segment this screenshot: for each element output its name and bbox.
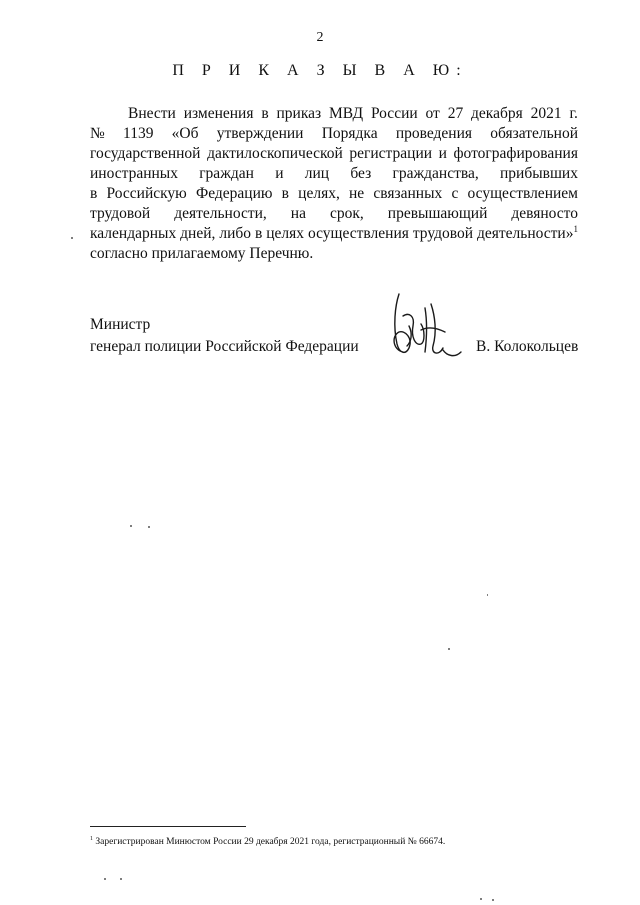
- body-line: [90, 224, 578, 244]
- scan-speck: [120, 878, 122, 880]
- body-word: государственной: [90, 145, 201, 162]
- body-word: деятельности,: [174, 205, 267, 222]
- signer-title: Министр: [90, 316, 151, 333]
- body-word: изменения: [183, 105, 254, 122]
- body-word: дней,: [180, 225, 216, 242]
- body-word: декабря: [471, 105, 523, 122]
- body-word: трудовой: [90, 205, 151, 222]
- body-word: иностранных: [90, 165, 178, 182]
- body-word: прибывших: [500, 165, 578, 182]
- body-word: в: [254, 225, 263, 242]
- body-word: превышающий: [387, 205, 488, 222]
- body-word: без: [350, 165, 372, 182]
- scan-speck: [130, 525, 132, 527]
- scan-speck: [104, 878, 106, 880]
- document-heading: П Р И К А З Ы В А Ю:: [172, 62, 468, 79]
- body-word: 27: [447, 105, 464, 122]
- body-word: 1139: [123, 125, 154, 142]
- body-line: [90, 104, 578, 124]
- body-word: девяносто: [511, 205, 578, 222]
- body-word: МВД: [328, 105, 364, 122]
- body-line: [90, 144, 578, 164]
- scan-speck: [148, 526, 150, 528]
- scan-speck: [492, 899, 494, 901]
- scan-speck: [448, 648, 450, 650]
- body-word: гражданства,: [392, 165, 479, 182]
- body-line: [90, 244, 578, 264]
- handwritten-signature: [385, 286, 465, 368]
- body-line: [90, 204, 578, 224]
- body-word: 2021: [530, 105, 562, 122]
- body-word: в: [261, 105, 269, 122]
- order-body: [90, 104, 578, 264]
- body-word: г.: [569, 105, 578, 122]
- body-word: Федерацию: [195, 185, 273, 202]
- footnote-text: Зарегистрирован Минюстом России 29 декабря 2021 года, регистрационный № 66674.: [95, 837, 446, 848]
- body-word: осуществлением: [467, 185, 578, 202]
- page-number: 2: [316, 30, 324, 45]
- body-word: трудовой: [412, 225, 474, 242]
- body-word: в: [90, 185, 98, 202]
- body-word: от: [425, 105, 440, 122]
- scan-speck: [487, 594, 488, 596]
- body-word: Порядка: [321, 125, 378, 142]
- body-word: на: [290, 205, 306, 222]
- scan-speck: [71, 237, 73, 239]
- body-line: [90, 124, 578, 144]
- signer-name: В. Колокольцев: [476, 338, 579, 355]
- body-word: Внести: [128, 105, 176, 122]
- body-word: приказ: [276, 105, 322, 122]
- body-word: и: [438, 145, 447, 162]
- body-word: календарных: [90, 225, 177, 242]
- body-line-text: согласно прилагаемому Перечню.: [90, 245, 314, 262]
- body-word: «Об: [171, 125, 199, 142]
- body-line: [90, 164, 578, 184]
- signer-position: [90, 314, 359, 358]
- body-word: не: [349, 185, 365, 202]
- body-word: утверждении: [216, 125, 304, 142]
- body-word: России: [370, 105, 418, 122]
- body-word: с: [451, 185, 459, 202]
- scan-speck: [480, 898, 482, 900]
- footnote-rule: [90, 826, 246, 827]
- body-word: в: [281, 185, 289, 202]
- body-word: срок,: [329, 205, 364, 222]
- body-line: [90, 184, 578, 204]
- body-word: целях: [266, 225, 305, 242]
- signer-rank: генерал полиции Российской Федерации: [90, 338, 359, 355]
- body-word: целях,: [298, 185, 340, 202]
- body-word: Российскую: [106, 185, 187, 202]
- body-word: осуществления: [308, 225, 409, 242]
- body-word: проведения: [395, 125, 472, 142]
- body-word: связанных: [373, 185, 443, 202]
- body-word: №: [90, 125, 105, 142]
- body-word: дактилоскопической: [207, 145, 343, 162]
- body-word: лиц: [304, 165, 330, 182]
- body-word: регистрации: [349, 145, 433, 162]
- footnote-reference: 1: [573, 223, 578, 234]
- body-word: и: [275, 165, 284, 182]
- body-word: фотографирования: [453, 145, 578, 162]
- body-word: деятельности»$^1$: [476, 223, 578, 242]
- footnote: [90, 836, 445, 847]
- footnote-marker: 1: [90, 836, 93, 842]
- body-word: либо: [219, 225, 252, 242]
- body-word: обязательной: [490, 125, 578, 142]
- body-word: граждан: [199, 165, 254, 182]
